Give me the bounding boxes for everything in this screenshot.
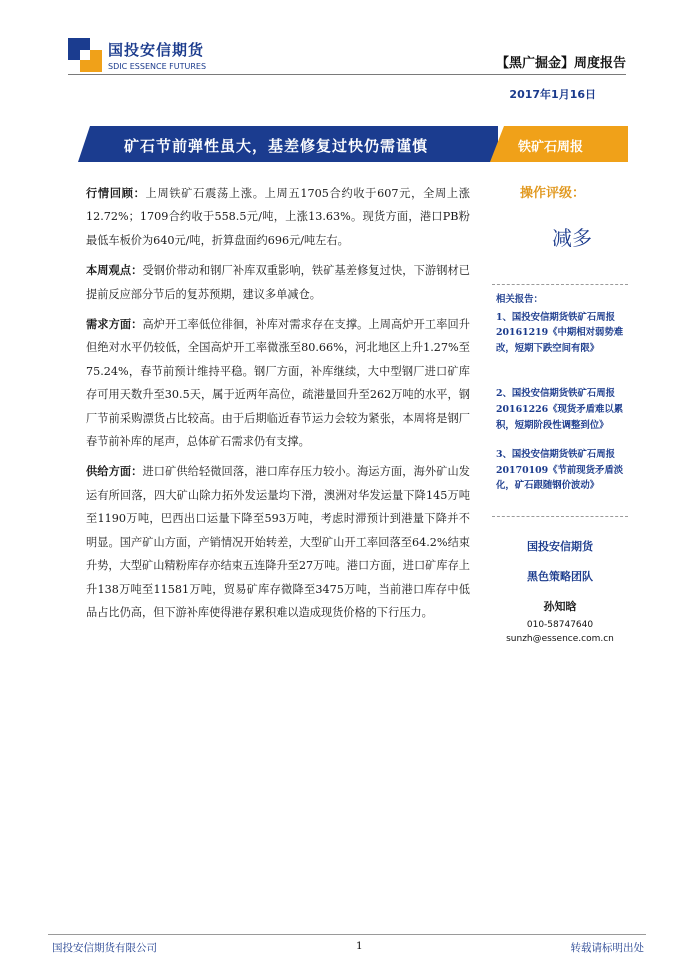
rating-label: 操作评级： (520, 186, 586, 201)
section-text: 上周铁矿石震荡上涨。上周五1705合约收于607元，全周上涨12.72%；1709合约收于558.5元/吨，上涨13.63%。现货方面，港口PB粉最低车板价为640元/吨，折算盘面约696元/吨左右。 (86, 187, 470, 247)
team-name: 黑色策略团队 (527, 570, 593, 583)
sidebar-divider (492, 516, 628, 517)
footer-company: 国投安信期货有限公司 (52, 942, 157, 954)
analyst-phone: 010-58747640 (526, 620, 594, 630)
report-body (86, 182, 470, 631)
analyst-name: 孙知晗 (543, 600, 577, 613)
section-lead: 行情回顾： (86, 186, 146, 200)
section-text: 高炉开工率低位徘徊，补库对需求存在支撑。上周高炉开工率回升但绝对水平仍较低，全国高炉开工率微涨至80.66%，河北地区上升1.27%至75.24%，春节前预计维持平稳。钢厂方面，补库继续，大中型钢厂进口矿库存可用天数升至30.5天，属于近两年高位，疏港量回升至262万吨的水平，钢厂节前采购漂货占比较高。由于后期临近春节运力会较为紧张，本周将是钢厂春节前补库的尾声，总体矿石需求仍有支撑。 (86, 318, 470, 449)
section-lead: 需求方面： (86, 317, 143, 332)
rating-value: 减多 (552, 226, 592, 250)
analyst-email[interactable]: sunzh@essence.com.cn (506, 634, 614, 644)
report-category: 铁矿石周报 (518, 140, 584, 155)
sdic-logo-icon (68, 38, 102, 72)
section-market-review (86, 182, 470, 252)
logo-text-cn: 国投安信期货 (108, 41, 205, 59)
section-lead: 本周观点： (86, 263, 143, 278)
footer-notice: 转载请标明出处 (570, 942, 644, 954)
header-divider (68, 74, 626, 75)
related-report-link[interactable]: 2、国投安信期货铁矿石周报20161226《现货矛盾难以累积，短期阶段性调整到位》 (496, 388, 624, 431)
related-reports-title: 相关报告： (496, 294, 543, 305)
footer-divider (48, 934, 646, 935)
section-supply (86, 460, 470, 624)
section-demand (86, 313, 470, 453)
section-weekly-view (86, 259, 470, 306)
org-name: 国投安信期货 (527, 540, 593, 553)
section-text: 受钢价带动和钢厂补库双重影响，铁矿基差修复过快，下游钢材已提前反应部分节后的复苏预期，建议多单减仓。 (86, 264, 470, 301)
sidebar-divider (492, 284, 628, 285)
related-reports (496, 292, 632, 494)
page-number: 1 (356, 940, 363, 952)
report-type: 【黑广掘金】周度报告 (495, 56, 626, 71)
section-lead: 供给方面： (86, 464, 143, 479)
report-date: 2017年1月16日 (509, 88, 596, 101)
related-report-link[interactable]: 3、国投安信期货铁矿石周报20170109《节前现货矛盾淡化，矿石跟随钢价波动》 (496, 449, 624, 492)
related-report-link[interactable]: 1、国投安信期货铁矿石周报20161219《中期相对弱势难改，短期下跌空间有限》 (496, 311, 624, 354)
report-title: 矿石节前弹性虽大，基差修复过快仍需谨慎 (124, 137, 429, 155)
section-text: 进口矿供给轻微回落，港口库存压力较小。海运方面，海外矿山发运有所回落，四大矿山除力拓外发运量均下滑，澳洲对华发运量下降145万吨至1190万吨，巴西出口运量下降至593万吨，考虑时滞预计到港量下降并不明显。国产矿山方面，产销情况开始转差，大型矿山开工率回落至64.2%结束升势，大型矿山精粉库存亦结束五连降升至27万吨。港口方面，进口矿库存上升138万吨至11581万吨，贸易矿库存微降至3475万吨，当前港口库存中低品占比仍高，但下游补库使得港存累积难以造成现货价格的下行压力。 (86, 465, 470, 619)
logo-text-en: SDIC ESSENCE FUTURES (108, 62, 207, 71)
